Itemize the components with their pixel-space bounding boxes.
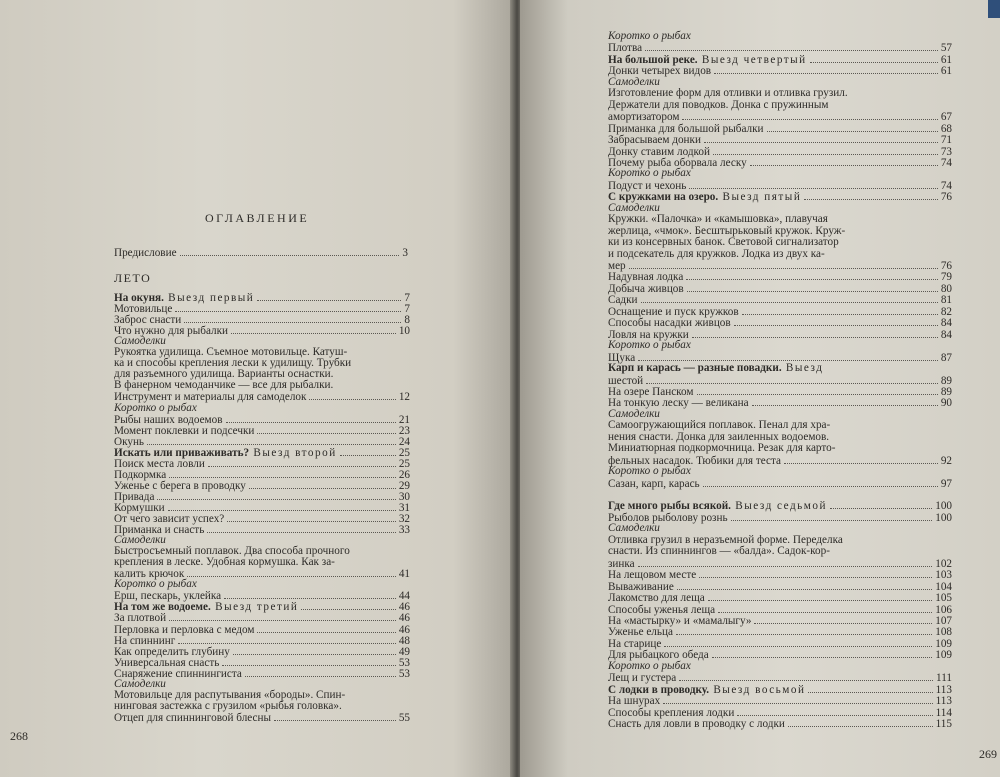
entry-bold-title: С лодки в проводку. <box>608 683 710 696</box>
entry-page: 109 <box>935 637 952 650</box>
entry-text: калить крючок <box>114 568 185 581</box>
contents-title: ОГЛАВЛЕНИЕ <box>205 211 310 225</box>
entry-text: Забрасываем донки <box>608 134 701 147</box>
entry-page: 8 <box>404 314 410 327</box>
entry-text: На «мастырку» и «мамалыгу» <box>608 614 752 627</box>
entry-page: 33 <box>398 524 410 537</box>
entry-page: 44 <box>398 590 410 603</box>
entry-page: 24 <box>398 435 410 448</box>
leader-dots <box>641 293 938 303</box>
entry-text: От чего зависит успех? <box>114 513 225 525</box>
entry-title <box>608 478 700 491</box>
entry-text: Держатели для поводков. Донка с пружинным <box>608 98 829 111</box>
page-number-left: 268 <box>10 729 28 743</box>
entry-text: Подуст и чехонь <box>608 179 687 192</box>
leader-dots <box>245 667 396 677</box>
entry-text: Заброс снасти <box>114 314 182 327</box>
entry-page: 92 <box>940 454 952 467</box>
entry-text: Момент поклевки и подсечки <box>114 424 255 437</box>
page-number-right: 269 <box>979 747 997 761</box>
leader-dots <box>226 413 396 423</box>
entry-page: 113 <box>935 683 952 696</box>
entry-page: 100 <box>935 511 952 524</box>
leader-dots <box>249 479 396 489</box>
entry-text: Самоогружающийся поплавок. Пенал для хра- <box>608 419 831 432</box>
entry-text: Почему рыба оборвала леску <box>608 156 747 169</box>
entry-bold-title: На большой реке. <box>608 53 698 66</box>
entry-title <box>608 99 828 111</box>
entry-text: Рыбы наших водоемов <box>114 413 223 426</box>
entry-text: За плотвой <box>114 612 167 625</box>
entry-page: 111 <box>936 672 952 685</box>
entry-page: 46 <box>398 601 410 614</box>
entry-title <box>608 236 839 248</box>
leader-dots <box>224 589 396 599</box>
entry-page: 79 <box>940 271 952 284</box>
leader-dots <box>309 390 395 400</box>
entry-text: Поиск места ловли <box>114 457 205 470</box>
leader-dots <box>703 477 938 487</box>
leader-dots <box>712 648 933 658</box>
section-label: Коротко о рыбах <box>608 167 691 180</box>
entry-text: Быстросъемный поплавок. Два способа прочного <box>114 545 350 558</box>
leader-dots <box>731 511 933 521</box>
leader-dots <box>208 457 396 467</box>
entry-text: Приманка для большой рыбалки <box>608 122 764 135</box>
entry-bold-title: На том же водоеме. <box>114 601 211 614</box>
leader-dots <box>687 282 938 292</box>
entry-bold-title: На окуня. <box>114 292 164 304</box>
entry-text: Снасть для ловли в проводку с лодки <box>608 718 785 730</box>
leader-dots <box>784 454 938 464</box>
entry-text: Рукоятка удилища. Съемное мотовильце. Катуш- <box>114 346 348 359</box>
leader-dots <box>734 316 938 326</box>
entry-text: На тонкую леску — великана <box>608 397 749 410</box>
entry-title <box>608 718 785 731</box>
entry-page: 80 <box>940 282 952 295</box>
entry-text: Оснащение и пуск кружков <box>608 305 739 318</box>
leader-dots <box>169 611 396 621</box>
entry-text: крепления в леске. Удобная кормушка. Как за- <box>114 556 335 569</box>
leader-dots <box>187 567 396 577</box>
leader-dots <box>638 351 938 361</box>
entry-page: 12 <box>398 391 410 404</box>
leader-dots <box>175 302 401 312</box>
leader-dots <box>767 122 938 132</box>
entry-text: Снаряжение спиннингиста <box>114 667 242 680</box>
entry-page: 114 <box>935 706 952 719</box>
entry-text: Ловля на кружки <box>608 328 689 341</box>
entry-page: 53 <box>398 667 410 680</box>
entry-page: 30 <box>398 490 410 503</box>
entry-text: Подкормка <box>114 468 167 481</box>
leader-dots <box>808 683 932 693</box>
entry-text: Плотва <box>608 42 643 55</box>
leader-dots <box>679 671 933 681</box>
entry-title <box>608 534 843 546</box>
entry-page: 105 <box>935 592 952 605</box>
entry-title <box>608 419 830 431</box>
book-cover-edge <box>988 0 1000 18</box>
entry-page: 61 <box>940 65 952 78</box>
entry-page: 21 <box>398 413 410 426</box>
section-label: Коротко о рыбах <box>608 659 691 672</box>
section-label: Самоделки <box>114 335 166 348</box>
entry-page: 90 <box>940 397 952 410</box>
entry-text: Мотовильце для распутывания «бороды». Спин- <box>114 688 346 701</box>
leader-dots <box>222 656 396 666</box>
entry-text: Уженье с берега в проводку <box>114 479 246 492</box>
entry-page: 97 <box>940 477 952 490</box>
entry-text: Надувная лодка <box>608 271 684 284</box>
leader-dots <box>708 591 933 601</box>
entry-page: 74 <box>940 156 952 169</box>
leader-dots <box>750 156 938 166</box>
section-label: Коротко о рыбах <box>114 578 197 591</box>
entry-text: фельных насадок. Тюбики для теста <box>608 454 781 467</box>
section-label: Коротко о рыбах <box>608 30 691 42</box>
entry-text: Окунь <box>114 435 145 448</box>
entry-title <box>608 431 829 443</box>
entry-text: Рыболов рыболову рознь <box>608 511 728 524</box>
entry-text: жерлица, «чмок». Бесштырьковый кружок. Круж- <box>608 224 846 237</box>
entry-text: Выезд четвертый <box>697 53 807 66</box>
leader-dots <box>257 291 401 301</box>
section-label: Коротко о рыбах <box>608 465 691 478</box>
entry-title: Предисловие <box>114 247 177 259</box>
entry-page: 46 <box>398 612 410 625</box>
leader-dots <box>168 501 396 511</box>
entry-text: Выезд первый <box>163 292 255 304</box>
entry-page: 46 <box>398 623 410 636</box>
entry-page: 57 <box>940 42 952 55</box>
entry-text: Перловка и перловка с медом <box>114 623 255 636</box>
entry-text: Как определить глубину <box>114 645 230 658</box>
leader-dots <box>663 694 932 704</box>
entry-page: 25 <box>398 446 410 459</box>
section-label: Самоделки <box>608 201 660 214</box>
entry-page: 76 <box>940 260 952 272</box>
entry-text: На лещовом месте <box>608 569 697 582</box>
leader-dots <box>157 490 395 500</box>
entry-text: На шнурах <box>608 695 661 708</box>
entry-page: 68 <box>940 122 952 135</box>
leader-dots <box>830 499 932 509</box>
leader-dots <box>340 446 396 456</box>
entry-page: 7 <box>404 292 410 304</box>
entry-title <box>608 362 823 374</box>
entry-page: 61 <box>940 53 952 66</box>
leader-dots <box>754 614 932 624</box>
leader-dots <box>810 53 938 63</box>
leader-dots <box>664 637 932 647</box>
entry-page: 84 <box>940 317 952 330</box>
section-label: Самоделки <box>114 534 166 547</box>
entry-text: Способы насадки живцов <box>608 317 731 330</box>
entry-text: На спиннинг <box>114 634 176 647</box>
toc-entry <box>114 711 410 725</box>
entry-page: 76 <box>940 191 952 204</box>
entry-text: Миниатюрная подкормочница. Резак для карто- <box>608 442 836 455</box>
entry-text: Садки <box>608 294 638 307</box>
leader-dots <box>629 259 938 269</box>
entry-text: нинговая застежка с грузилом «рыбья головка». <box>114 699 342 712</box>
entry-text: На старице <box>608 637 662 650</box>
entry-page: 100 <box>935 500 952 513</box>
entry-page: 26 <box>398 468 410 481</box>
leader-dots <box>692 328 938 338</box>
entry-text: Универсальная снасть <box>114 656 220 669</box>
entry-text: Донку ставим лодкой <box>608 145 710 158</box>
entry-page: 104 <box>935 580 952 593</box>
leader-dots <box>301 600 395 610</box>
leader-dots <box>233 645 396 655</box>
section-label: Самоделки <box>608 522 660 535</box>
entry-text: Изготовление форм для отливки и отливка грузил. <box>608 87 848 100</box>
entry-text: Выезд восьмой <box>709 683 806 696</box>
leader-dots <box>638 557 933 567</box>
entry-text: Привада <box>114 490 155 503</box>
section-label: Коротко о рыбах <box>114 401 197 414</box>
leader-dots <box>737 706 932 716</box>
entry-title <box>608 225 845 237</box>
leader-dots <box>686 270 938 280</box>
entry-text: Для рыбацкого обеда <box>608 649 709 662</box>
entry-text: Вываживание <box>608 580 674 593</box>
leader-dots <box>699 568 932 578</box>
leader-dots <box>184 313 401 323</box>
leader-dots <box>645 41 938 51</box>
leader-dots <box>676 625 932 635</box>
entry-text: амортизатором <box>608 111 680 124</box>
entry-text: На озере Панском <box>608 385 694 398</box>
entry-text: Добыча живцов <box>608 282 684 295</box>
entry-text: Лакомство для леща <box>608 592 705 605</box>
entry-text: мер <box>608 260 626 272</box>
entry-text: Выезд <box>781 362 824 375</box>
leader-dots <box>704 133 938 143</box>
entry-text: зинка <box>608 557 635 570</box>
entry-title <box>608 213 828 225</box>
entry-page: 113 <box>935 695 952 708</box>
entry-text: Лещ и густера <box>608 672 677 685</box>
entry-page: 49 <box>398 645 410 658</box>
entry-bold-title: Искать или приваживать? <box>114 446 250 459</box>
entry-page: 48 <box>398 634 410 647</box>
entry-page: 31 <box>398 501 410 514</box>
leader-dots <box>804 190 938 200</box>
leader-dots <box>274 711 396 721</box>
entry-page: 108 <box>935 626 952 639</box>
entry-text: Выезд пятый <box>718 191 802 204</box>
entry-bold-title: С кружками на озеро. <box>608 191 719 204</box>
entry-text: Выезд второй <box>249 446 337 459</box>
entry-text: Выезд седьмой <box>730 500 827 513</box>
leader-dots <box>714 64 938 74</box>
entry-page: 41 <box>398 568 410 581</box>
entry-text: Способы крепления лодки <box>608 706 735 719</box>
entry-text: Кормушки <box>114 501 165 514</box>
leader-dots <box>257 424 395 434</box>
section-label: Самоделки <box>608 407 660 420</box>
entry-page: 102 <box>935 557 952 570</box>
leader-dots <box>646 374 938 384</box>
entry-text: Приманка и снасть <box>114 524 205 537</box>
entry-text: В фанерном чемоданчике — все для рыбалки. <box>114 379 334 392</box>
leader-dots <box>257 623 395 633</box>
entry-page: 84 <box>940 328 952 341</box>
entry-page: 53 <box>398 656 410 669</box>
entry-text: нения снасти. Донка для заиленных водоемов. <box>608 430 830 443</box>
entry-text: для разъемного удилища. Варианты оснастки. <box>114 368 334 381</box>
entry-page: 29 <box>398 479 410 492</box>
leader-dots <box>147 435 396 445</box>
entry-title <box>608 248 825 260</box>
section-label: Самоделки <box>114 677 166 690</box>
entry-text: Донки четырех видов <box>608 65 712 78</box>
leader-dots <box>227 512 396 522</box>
entry-text: Отливка грузил в неразъемной форме. Переделка <box>608 533 843 546</box>
entry-text: Щука <box>608 351 636 364</box>
leader-dots <box>697 385 938 395</box>
entry-text: Инструмент и материалы для самоделок <box>114 391 307 404</box>
leader-dots <box>207 523 396 533</box>
preface-entry <box>114 246 408 260</box>
leader-dots <box>677 580 932 590</box>
section-label: Самоделки <box>608 75 660 88</box>
entry-page: 73 <box>940 145 952 158</box>
entry-page: 55 <box>398 711 410 724</box>
entry-text: Выезд третий <box>210 601 299 614</box>
toc-entry <box>608 477 952 491</box>
entry-page: 7 <box>404 303 410 316</box>
entry-page: 71 <box>940 134 952 147</box>
entry-page: 10 <box>398 325 410 338</box>
leader-dots <box>682 110 937 120</box>
entry-title <box>608 87 848 99</box>
leader-dots <box>713 145 938 155</box>
entry-text: Способы уженья леща <box>608 603 716 616</box>
entry-text: Кружки. «Палочка» и «камышовка», плавучая <box>608 213 828 226</box>
entry-bold-title: Где много рыбы всякой. <box>608 500 731 513</box>
entry-text: Что нужно для рыбалки <box>114 325 229 338</box>
entry-page: 106 <box>935 603 952 616</box>
entry-page: 81 <box>940 294 952 307</box>
entry-text: Уженье ельца <box>608 626 673 639</box>
entry-page: 32 <box>398 513 410 525</box>
leader-dots <box>689 179 937 189</box>
entry-page: 103 <box>935 569 952 582</box>
entry-text: Мотовильце <box>114 303 173 316</box>
season-heading: ЛЕТО <box>114 271 152 285</box>
entry-page: 89 <box>940 374 952 387</box>
entry-page: 25 <box>398 457 410 470</box>
entry-text: Ерш, пескарь, уклейка <box>114 590 222 603</box>
entry-title <box>608 545 830 557</box>
entry-page: 23 <box>398 424 410 437</box>
entry-title <box>608 442 835 454</box>
entry-bold-title: Карп и карась — разные повадки. <box>608 362 782 375</box>
entry-page: 109 <box>935 649 952 662</box>
entry-text: ки из консервных банок. Световой сигнализатор <box>608 236 839 249</box>
entry-text: Сазан, карп, карась <box>608 477 700 490</box>
leader-dots <box>788 717 933 727</box>
entry-page: 67 <box>940 111 952 124</box>
entry-page: 115 <box>935 718 952 730</box>
leader-dots <box>169 468 396 478</box>
leader-dots <box>180 246 400 256</box>
entry-text: и подсекатель для кружков. Лодка из двух ка- <box>608 247 825 260</box>
entry-text: шестой <box>608 374 644 387</box>
entry-text: снасти. Из спиннингов — «балда». Садок-кор- <box>608 545 830 558</box>
entry-page: 82 <box>940 305 952 318</box>
entry-page: 87 <box>940 351 952 364</box>
entry-page: 74 <box>940 179 952 192</box>
leader-dots <box>178 634 395 644</box>
section-label: Коротко о рыбах <box>608 339 691 352</box>
leader-dots <box>718 603 932 613</box>
entry-text: ка и способы крепления лески к удилищу. Трубки <box>114 357 352 370</box>
entry-text: Отцеп для спиннинговой блесны <box>114 711 272 724</box>
entry-page: 107 <box>935 614 952 627</box>
entry-title <box>114 712 271 725</box>
entry-page: 3 <box>402 247 408 259</box>
leader-dots <box>752 396 938 406</box>
entry-page: 89 <box>940 385 952 398</box>
right-page <box>520 0 1000 777</box>
toc-entry <box>608 717 952 731</box>
leader-dots <box>231 324 396 334</box>
leader-dots <box>742 305 938 315</box>
